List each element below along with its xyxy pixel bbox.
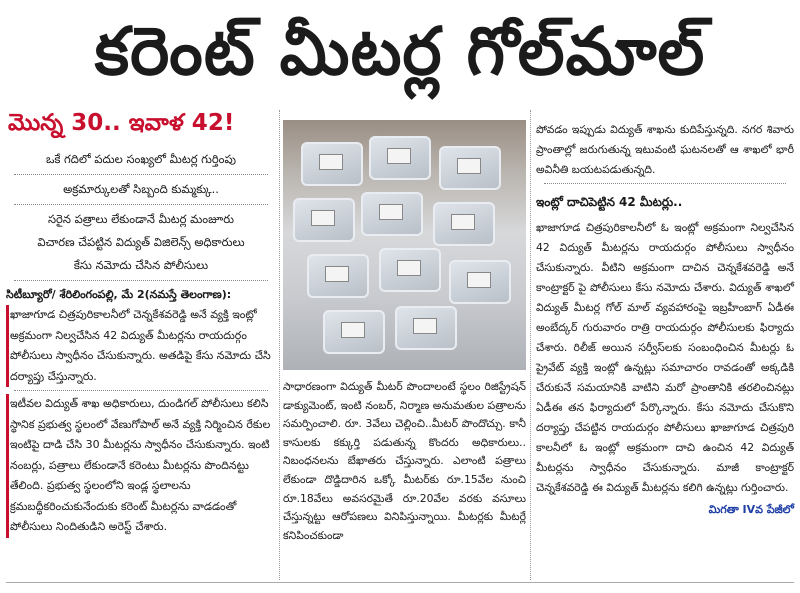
continued-on-page: మిగతా IVవ పేజీలో xyxy=(708,503,794,516)
meter-box-image xyxy=(439,146,501,190)
deck-divider xyxy=(14,204,268,205)
column-divider-left xyxy=(279,110,281,580)
meter-box-image xyxy=(379,248,441,292)
right-column xyxy=(536,120,794,580)
headline: కరెంట్ మీటర్ల గోల్‌మాల్ xyxy=(94,13,706,90)
right-body-paragraph: ఖాజాగూడ చిత్రపురికాలనీలో ఓ ఇంట్లో అక్రమంగా నిల్వచేసిన 42 విద్యుత్ మీటర్లను రాయదుర్గం పోలీసులు స్వాధీనం చేసుకున్నారు. వీటిని అక్రమంగా దాచిన చెన్నకేశవరెడ్డి అనే కాంట్రాక్టర్ పై పోలీసులు కేసు నమోదు చేశారు. విద్యుత్ శాఖలో విద్యుత్ మీటర్ల గోల్ మాల్ వ్యవహారంపై ఇబ్రహీంబాగ్ ఏడీఈ అంబేద్కర్ గురువారం రాత్రి రాయదుర్గం పోలీసులకు ఫిర్యాదు చేశారు. రిలీజ్ అయిన సర్వీస్‌లకు సంబంధించిన మీటర్లు ఓ ప్రైవేట్ వ్యక్తి ఇంట్లో ఉన్నట్లు సమాచారం రావడంతో అక్కడికి చేరుకునే సమయానికి వాటిని మరో ప్రాంతానికి తరలించినట్లు ఏడీఈ తన ఫిర్యాదులో పేర్కొన్నారు. కేసు నమోదు చేసుకొని దర్యాప్తు చేపట్టిన రాయదుర్గం పోలీసులు ఖాజాగూడ చిత్రపురి కాలనీలో ఓ ఇంట్లో అక్రమంగా దాచి ఉంచిన 42 విద్యుత్ మీటర్లను స్వాధీనం చేసుకున్నారు. మాజీ కాంట్రాక్టర్ చెన్నకేశవరెడ్డి ఈ విద్యుత్ మీటర్లను కలిగి ఉన్నట్లు గుర్తించారు. xyxy=(536,221,794,494)
meter-box-image xyxy=(301,142,363,186)
left-column xyxy=(6,110,276,580)
meter-box-image xyxy=(307,254,369,298)
deck-divider xyxy=(14,174,268,175)
meters-photo xyxy=(283,120,526,370)
meter-box-image xyxy=(433,202,495,246)
column-divider-right xyxy=(530,110,532,580)
section-divider xyxy=(544,183,786,184)
meter-box-image xyxy=(323,310,385,354)
paragraph-divider xyxy=(14,390,268,391)
deck-line-4: విచారణ చేపట్టిన విద్యుత్ విజిలెన్స్ అధికారులు xyxy=(37,235,245,249)
dateline: సిటీబ్యూరో/ శేరిలింగంపల్లి, మే 2(నమస్తే తెలంగాణ): xyxy=(6,288,232,301)
meter-box-image xyxy=(293,198,355,242)
lead-paragraph-2: ఇటీవల విద్యుత్ శాఖ అధికారులు, దుండిగల్ పోలీసులు కలిసి స్థానిక ప్రభుత్వ స్థలంలో వేణుగోపాల్ అనే వ్యక్తి నిర్మించిన రేకుల ఇంటిపై దాడి చేసి 30 మీటర్లను స్వాధీనం చేసుకున్నారు. ఇంటి నంబర్లు, పత్రాలు లేకుండానే కరెంటు మీటర్లను పొందినట్టు తేలింది. ప్రభుత్వ స్థలంలోని ఇండ్ల స్థలాలను క్రమబద్ధీకరించుకునేందుకు కరెంట్ మీటర్లను వాడడంతో పోలీసులు నిందితుడిని అరెస్ట్ చేశారు. xyxy=(6,394,276,538)
meter-box-image xyxy=(361,192,423,236)
meter-box-image xyxy=(449,260,511,304)
subheadline: మొన్న 30.. ఇవాళ 42! xyxy=(8,110,235,136)
right-intro-paragraph: పోవడం ఇప్పుడు విద్యుత్ శాఖను కుదిపేస్తున్నది. నగర శివారు ప్రాంతాల్లో జరుగుతున్న ఇటువంటి ఘటనలతో ఆ శాఖలో భారీ అవినీతి బయటపడుతున్నది. xyxy=(536,123,794,176)
right-section-heading: ఇంట్లో దాచిపెట్టిన 42 మీటర్లు.. xyxy=(536,195,683,209)
middle-column-text: సాధారణంగా విద్యుత్ మీటర్ పొందాలంటే స్థలం రిజిస్ట్రేషన్ డాక్యుమెంట్, ఇంటి నంబర్, నిర్మాణ అనుమతుల పత్రాలను సమర్పించాలి. రూ. 3వేలు చెల్లించి..మీటర్ పొందొచ్చు. కానీ కాసులకు కక్కుర్తి పడుతున్న కొందరు అధికారులు.. నిబంధనలను బేఖాతరు చేస్తున్నారు. ఎలాంటి పత్రాలు లేకుండా దొడ్డిదారిన ఒక్కో మీటర్‌కు రూ.15వేల నుంచి రూ.18వేలు అవసరమైతే రూ.20వేల వరకు వసూలు చేస్తున్నట్టు ఆరోపణలు వినిపిస్తున్నాయి. మీటర్లకు మీటర్లే కనిపించకుండా xyxy=(283,380,526,542)
deck-divider xyxy=(14,280,268,281)
bottom-rule xyxy=(6,582,794,583)
meter-box-image xyxy=(395,306,457,350)
deck-line-2: అక్రమార్కులతో సిబ్బంది కుమ్మక్కు.. xyxy=(63,182,219,196)
lead-paragraph-1: ఖాజాగూడ చిత్రపురికాలనీలో చెన్నకేశవరెడ్డి అనే వ్యక్తి ఇంట్లో అక్రమంగా నిల్వచేసిన 42 విద్యుత్ మీటర్లను రాయదుర్గం పోలీసులు స్వాధీనం చేసుకున్నారు. అతడిపై కేసు నమోదు చేసి దర్యాప్తు చేస్తున్నారు. xyxy=(6,305,276,387)
meter-box-image xyxy=(369,136,431,180)
deck-line-1: ఒకే గదిలో పదుల సంఖ్యలో మీటర్ల గుర్తింపు xyxy=(45,152,236,166)
deck-line-3: సరైన పత్రాలు లేకుండానే మీటర్ల మంజూరు xyxy=(47,212,234,226)
deck-line-5: కేసు నమోదు చేసిన పోలీసులు xyxy=(73,258,209,272)
